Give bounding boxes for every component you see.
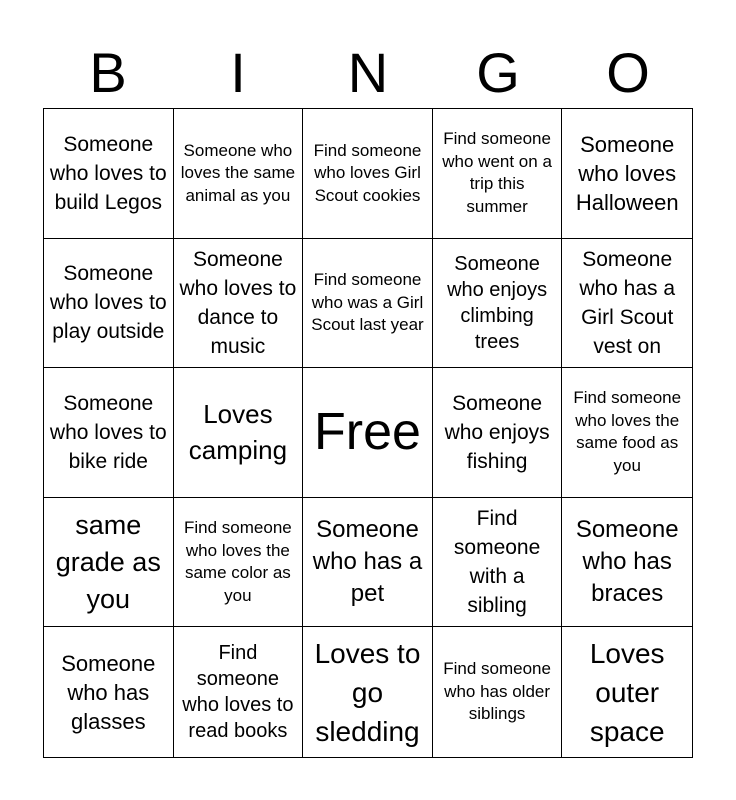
- header-letter-n: N: [347, 41, 389, 104]
- cell-text: Someone who loves to build Legos: [49, 132, 167, 214]
- cell-text: Loves outer space: [589, 637, 665, 747]
- cell-text: Someone who loves Halloween: [575, 131, 679, 215]
- cell-text: Find someone who has older siblings: [443, 659, 551, 724]
- bingo-cell[interactable]: [44, 627, 174, 757]
- cell-text: Someone who enjoys fishing: [444, 391, 550, 473]
- bingo-cell[interactable]: [44, 498, 174, 628]
- cell-text: Find someone who loves to read books: [182, 642, 294, 743]
- bingo-cell[interactable]: [562, 498, 692, 628]
- bingo-cell[interactable]: [44, 239, 174, 369]
- bingo-cell[interactable]: [433, 627, 563, 757]
- cell-text: Find someone who went on a trip this summer: [442, 129, 552, 216]
- cell-text: Someone who has glasses: [61, 650, 156, 734]
- cell-text: Someone who loves to bike ride: [49, 391, 167, 473]
- cell-text: same grade as you: [55, 509, 161, 614]
- cell-text: Someone who loves to dance to music: [179, 247, 297, 358]
- bingo-cell[interactable]: [174, 239, 304, 369]
- free-space-cell[interactable]: [303, 368, 433, 498]
- cell-text: Find someone with a sibling: [453, 507, 541, 618]
- bingo-cell[interactable]: [562, 368, 692, 498]
- cell-text: Loves camping: [188, 399, 288, 466]
- bingo-cell[interactable]: [174, 368, 304, 498]
- free-space-text: Free: [314, 403, 421, 462]
- bingo-cell[interactable]: [303, 498, 433, 628]
- cell-text: Find someone who loves the same color as you: [184, 518, 292, 605]
- bingo-cell[interactable]: [433, 109, 563, 239]
- bingo-cell[interactable]: [303, 109, 433, 239]
- bingo-cell[interactable]: [433, 239, 563, 369]
- bingo-cell[interactable]: [44, 368, 174, 498]
- cell-text: Someone who loves the same animal as you: [180, 140, 296, 205]
- bingo-cell[interactable]: [562, 239, 692, 369]
- bingo-cell[interactable]: [174, 498, 304, 628]
- bingo-cell[interactable]: [562, 109, 692, 239]
- cell-text: Find someone who was a Girl Scout last year: [311, 270, 424, 335]
- cell-text: Someone who has a pet: [312, 516, 423, 608]
- cell-text: Someone who has a Girl Scout vest on: [579, 247, 676, 358]
- cell-text: Someone who has braces: [575, 516, 679, 608]
- cell-text: Someone who enjoys climbing trees: [447, 252, 548, 353]
- bingo-cell[interactable]: [562, 627, 692, 757]
- header-letter-b: B: [89, 41, 127, 104]
- header-letter-i: I: [230, 41, 246, 104]
- bingo-board: [43, 108, 693, 758]
- header-letter-o: O: [606, 41, 650, 104]
- bingo-cell[interactable]: [433, 368, 563, 498]
- bingo-cell[interactable]: [174, 109, 304, 239]
- cell-text: Someone who loves to play outside: [49, 262, 167, 344]
- bingo-cell[interactable]: [303, 627, 433, 757]
- cell-text: Loves to go sledding: [314, 637, 421, 747]
- cell-text: Find someone who loves the same food as you: [573, 388, 682, 475]
- bingo-header: [43, 40, 693, 106]
- bingo-cell[interactable]: [174, 627, 304, 757]
- cell-text: Find someone who loves Girl Scout cookies: [313, 140, 422, 205]
- header-letter-g: G: [476, 41, 520, 104]
- bingo-cell[interactable]: [44, 109, 174, 239]
- bingo-cell[interactable]: [433, 498, 563, 628]
- bingo-cell[interactable]: [303, 239, 433, 369]
